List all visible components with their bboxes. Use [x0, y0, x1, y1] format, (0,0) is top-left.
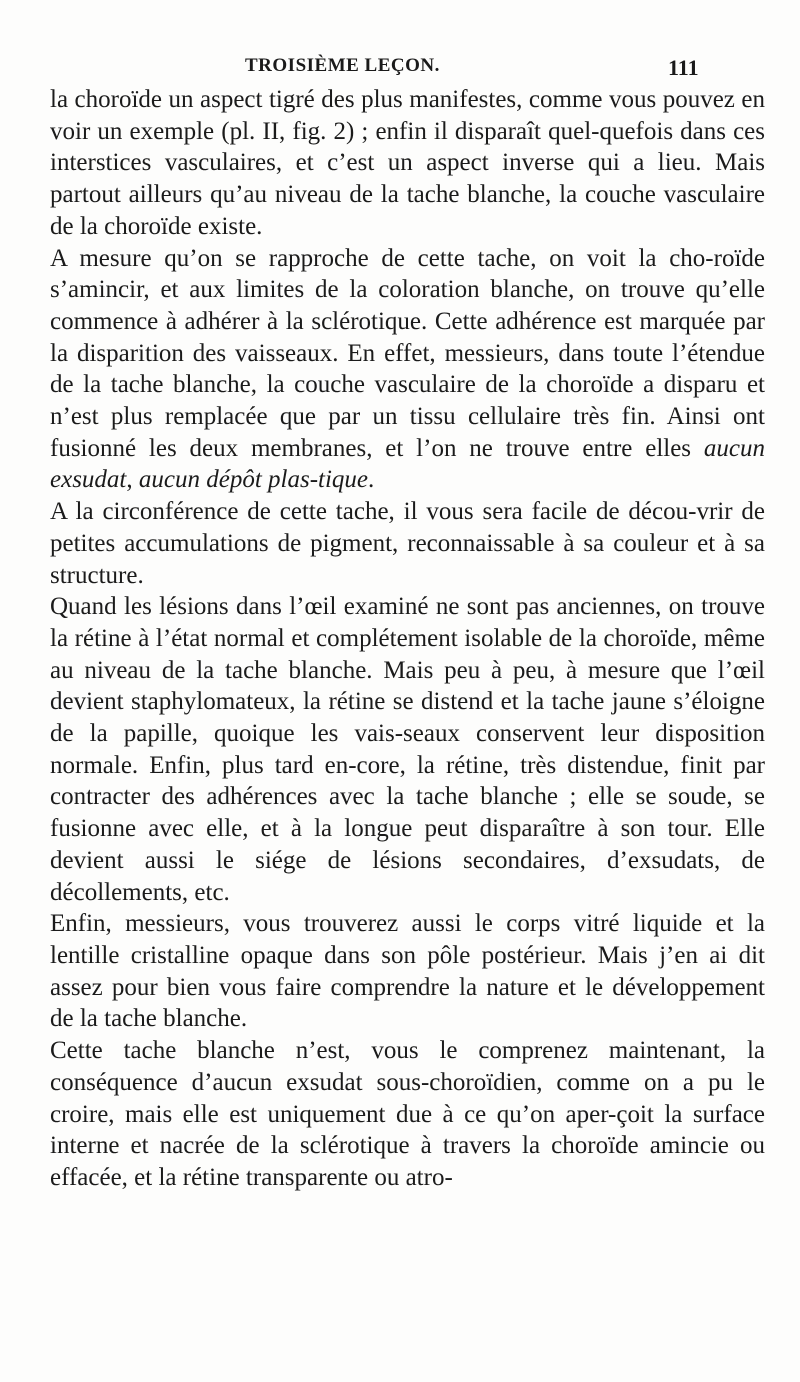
paragraph-5: Enfin, messieurs, vous trouverez aussi le corps vitré liquide et la lentille cristalline opaque dans son pôle postérieur. Mais j’en ai dit assez pour bien vous faire comprendre la nature et le développement de la tache blanche. [50, 910, 765, 1033]
running-title: TROISIÈME LEÇON. [245, 55, 440, 76]
italic-term-exsudat: aucun exsudat [50, 434, 765, 494]
paragraph-2-end: . [368, 466, 375, 494]
paragraph-4: Quand les lésions dans l’œil examiné ne sont pas anciennes, on trouve la rétine à l’état normal et complétement isolable de la choroïde, même au niveau de la tache blanche. Mais peu à peu, à mesure que l’œil devient staphylomateux, la rétine se distend et la tache jaune s’éloigne de la papille, quoique les vais-seaux conservent leur disposition normale. Enfin, plus tard en-core, la rétine, très distendue, finit par contracter des adhérences avec la tache blanche ; elle se soude, se fusionne avec elle, et à la longue peut disparaître à son tour. Elle devient aussi le siége de lésions secondaires, d’exsudats, de décollements, etc. [50, 593, 765, 906]
page-number: 111 [668, 55, 699, 80]
body-text [50, 84, 765, 1194]
italic-term-depot: aucun dépôt plas-tique [138, 466, 369, 494]
paragraph-3: A la circonférence de cette tache, il vous sera facile de décou-vrir de petites accumulations de pigment, reconnaissable à sa couleur et à sa structure. [50, 498, 765, 589]
paragraph-2-text: A mesure qu’on se rapproche de cette tache, on voit la cho-roïde s’amincir, et aux limites de la coloration blanche, on trouve qu’elle commence à adhérer à la sclérotique. Cette adhérence est marquée par la disparition des vaisseaux. En effet, messieurs, dans toute l’étendue de la tache blanche, la couche vasculaire de la choroïde a disparu et n’est plus remplacée que par un tissu cellulaire très fin. Ainsi ont fusionné les deux membranes, et l’on ne trouve entre elles [50, 244, 765, 462]
paragraph-6: Cette tache blanche n’est, vous le comprenez maintenant, la conséquence d’aucun exsudat sous-choroïdien, comme on a pu le croire, mais elle est uniquement due à ce qu’on aper-çoit la surface interne et nacrée de la sclérotique à travers la choroïde amincie ou effacée, et la rétine transparente ou atro- [50, 1037, 765, 1191]
paragraph-2 [50, 243, 765, 497]
paragraph-2-separator: , [126, 466, 139, 494]
paragraph-1: la choroïde un aspect tigré des plus manifestes, comme vous pouvez en voir un exemple (pl. II, fig. 2) ; enfin il disparaît quel-quefois dans ces interstices vasculaires, et c’est un aspect inverse qui a lieu. Mais partout ailleurs qu’au niveau de la tache blanche, la couche vasculaire de la choroïde existe. [50, 86, 765, 240]
page-header [0, 55, 800, 85]
